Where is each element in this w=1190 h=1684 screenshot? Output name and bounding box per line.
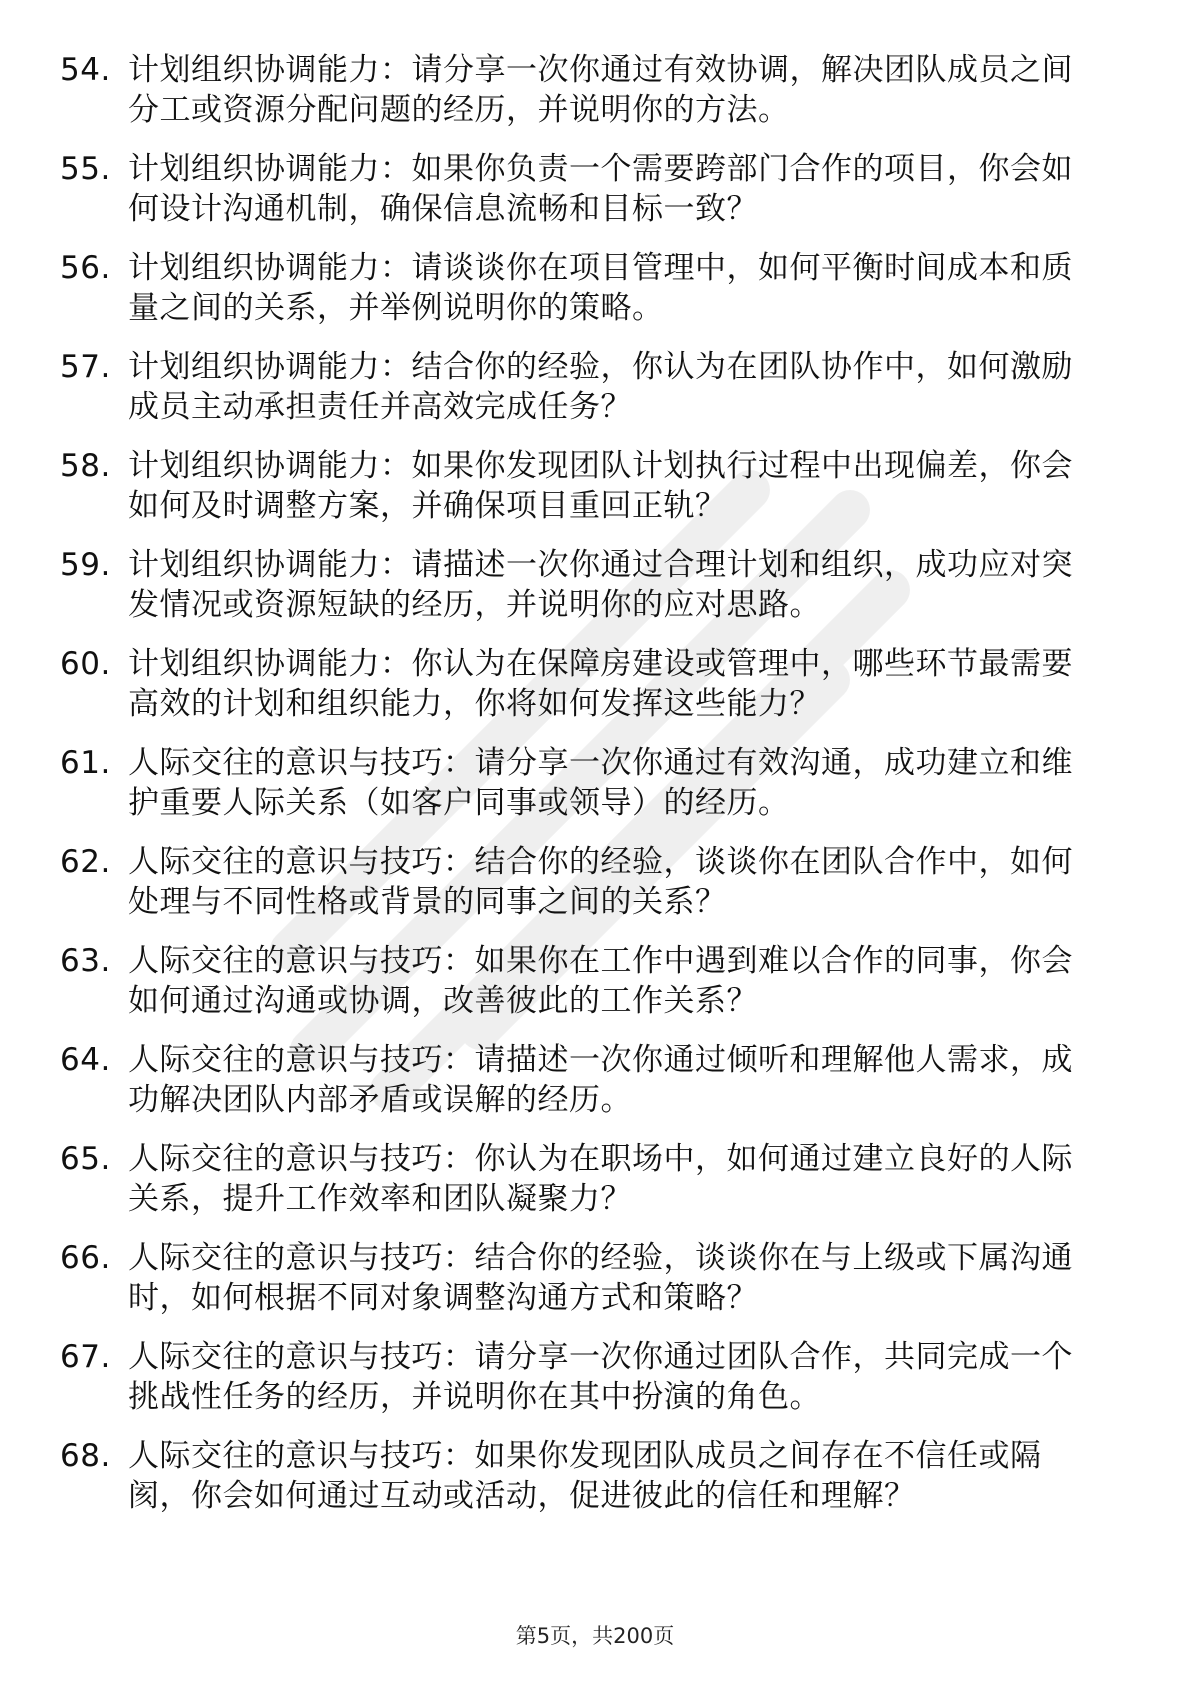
question-number: 56. [60,250,111,286]
question-number: 61. [60,745,111,781]
list-item [60,1337,1100,1417]
question-number: 55. [60,151,111,187]
question-text: 人际交往的意识与技巧：请分享一次你通过有效沟通，成功建立和维护重要人际关系（如客户同事或领导）的经历。 [128,745,1073,821]
list-item [60,644,1100,724]
question-text: 人际交往的意识与技巧：请分享一次你通过团队合作，共同完成一个挑战性任务的经历，并说明你在其中扮演的角色。 [128,1339,1073,1415]
question-number: 62. [60,844,111,880]
question-number: 66. [60,1240,111,1276]
question-number: 59. [60,547,111,583]
question-text: 计划组织协调能力：请谈谈你在项目管理中，如何平衡时间成本和质量之间的关系，并举例说明你的策略。 [128,250,1073,326]
question-number: 65. [60,1141,111,1177]
question-text: 计划组织协调能力：请分享一次你通过有效协调，解决团队成员之间分工或资源分配问题的经历，并说明你的方法。 [128,52,1073,128]
page-number-label: 第5页，共200页 [515,1624,675,1648]
question-number: 57. [60,349,111,385]
question-text: 计划组织协调能力：请描述一次你通过合理计划和组织，成功应对突发情况或资源短缺的经历，并说明你的应对思路。 [128,547,1073,623]
list-item [60,446,1100,526]
page-footer [0,1620,1190,1650]
question-number: 67. [60,1339,111,1375]
question-text: 人际交往的意识与技巧：如果你在工作中遇到难以合作的同事，你会如何通过沟通或协调，改善彼此的工作关系？ [128,943,1073,1019]
question-list [60,50,1100,1535]
list-item [60,545,1100,625]
list-item [60,1436,1100,1516]
list-item [60,743,1100,823]
list-item [60,248,1100,328]
list-item [60,1238,1100,1318]
question-text: 计划组织协调能力：你认为在保障房建设或管理中，哪些环节最需要高效的计划和组织能力，你将如何发挥这些能力？ [128,646,1073,722]
question-number: 58. [60,448,111,484]
list-item [60,347,1100,427]
question-text: 人际交往的意识与技巧：请描述一次你通过倾听和理解他人需求，成功解决团队内部矛盾或误解的经历。 [128,1042,1073,1118]
question-text: 人际交往的意识与技巧：结合你的经验，谈谈你在与上级或下属沟通时，如何根据不同对象调整沟通方式和策略？ [128,1240,1073,1316]
list-item [60,50,1100,130]
list-item [60,941,1100,1021]
list-item [60,842,1100,922]
question-number: 64. [60,1042,111,1078]
question-number: 60. [60,646,111,682]
question-text: 计划组织协调能力：如果你负责一个需要跨部门合作的项目，你会如何设计沟通机制，确保信息流畅和目标一致？ [128,151,1073,227]
question-text: 人际交往的意识与技巧：结合你的经验，谈谈你在团队合作中，如何处理与不同性格或背景的同事之间的关系？ [128,844,1073,920]
list-item [60,1040,1100,1120]
question-text: 人际交往的意识与技巧：如果你发现团队成员之间存在不信任或隔阂，你会如何通过互动或活动，促进彼此的信任和理解？ [128,1438,1042,1514]
list-item [60,149,1100,229]
question-text: 人际交往的意识与技巧：你认为在职场中，如何通过建立良好的人际关系，提升工作效率和团队凝聚力？ [128,1141,1073,1217]
question-text: 计划组织协调能力：结合你的经验，你认为在团队协作中，如何激励成员主动承担责任并高效完成任务？ [128,349,1073,425]
list-item [60,1139,1100,1219]
question-number: 63. [60,943,111,979]
question-number: 68. [60,1438,111,1474]
question-number: 54. [60,52,111,88]
question-text: 计划组织协调能力：如果你发现团队计划执行过程中出现偏差，你会如何及时调整方案，并确保项目重回正轨？ [128,448,1073,524]
